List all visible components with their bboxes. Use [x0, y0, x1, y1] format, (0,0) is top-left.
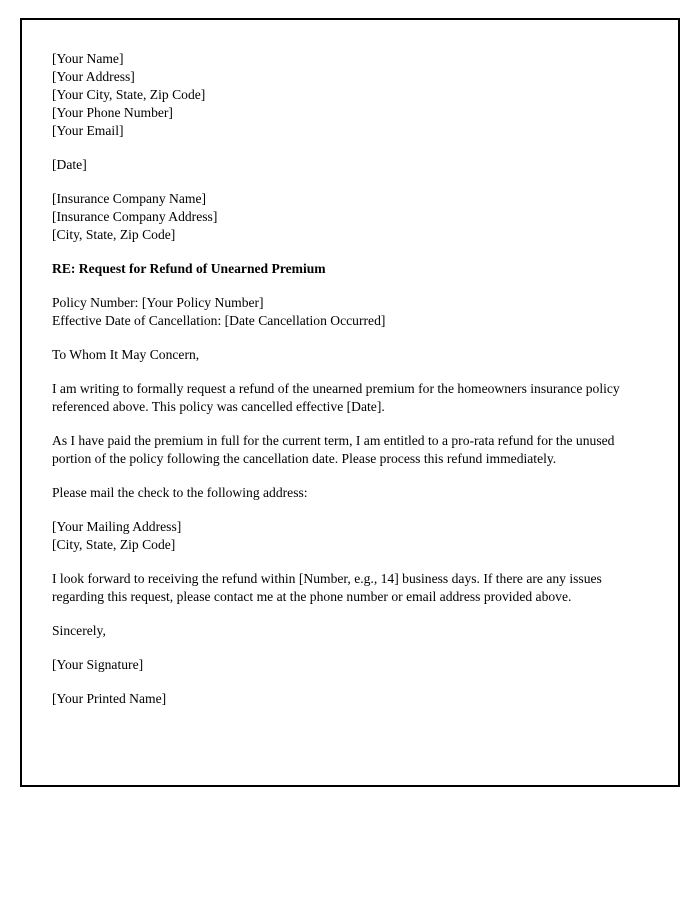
salutation: [52, 346, 630, 364]
text-line: I am writing to formally request a refund of the unearned premium for the homeowners insurance policy referenced above. This policy was cancelled effective [Date].: [52, 381, 620, 414]
text-line: [Your Address]: [52, 69, 135, 84]
text-line: Policy Number: [Your Policy Number]: [52, 295, 264, 310]
body-paragraph-1: [52, 380, 630, 416]
text-line: To Whom It May Concern,: [52, 347, 200, 362]
body-paragraph-2: [52, 432, 630, 468]
text-line: As I have paid the premium in full for the current term, I am entitled to a pro-rata refund for the unused portion of the policy following the cancellation date. Please process this refund immediately.: [52, 433, 615, 466]
policy-details-block: [52, 294, 630, 330]
text-line: I look forward to receiving the refund within [Number, e.g., 14] business days. If there are any issues regarding this request, please contact me at the phone number or email address provided above.: [52, 571, 602, 604]
body-paragraph-3: [52, 570, 630, 606]
letter-border-frame: [20, 18, 680, 787]
sender-address-block: [52, 50, 630, 140]
subject-line: [52, 260, 630, 278]
mailing-instruction-line: [52, 484, 630, 502]
text-line: [City, State, Zip Code]: [52, 227, 176, 242]
letter-content: [22, 20, 678, 708]
text-line: [Date]: [52, 157, 87, 172]
text-line: Please mail the check to the following address:: [52, 485, 308, 500]
text-line: [Your Signature]: [52, 657, 144, 672]
text-line: [Your City, State, Zip Code]: [52, 87, 206, 102]
text-line: Effective Date of Cancellation: [Date Cancellation Occurred]: [52, 313, 386, 328]
recipient-address-block: [52, 190, 630, 244]
text-line: [Your Name]: [52, 51, 124, 66]
printed-name-placeholder: [52, 690, 630, 708]
text-line: RE: Request for Refund of Unearned Premium: [52, 261, 326, 276]
text-line: [Insurance Company Address]: [52, 209, 218, 224]
text-line: [City, State, Zip Code]: [52, 537, 176, 552]
text-line: [Your Mailing Address]: [52, 519, 182, 534]
signature-placeholder: [52, 656, 630, 674]
mailing-address-block: [52, 518, 630, 554]
text-line: Sincerely,: [52, 623, 106, 638]
text-line: [Your Email]: [52, 123, 124, 138]
closing: [52, 622, 630, 640]
date-block: [52, 156, 630, 174]
text-line: [Your Printed Name]: [52, 691, 167, 706]
text-line: [Insurance Company Name]: [52, 191, 207, 206]
text-line: [Your Phone Number]: [52, 105, 173, 120]
